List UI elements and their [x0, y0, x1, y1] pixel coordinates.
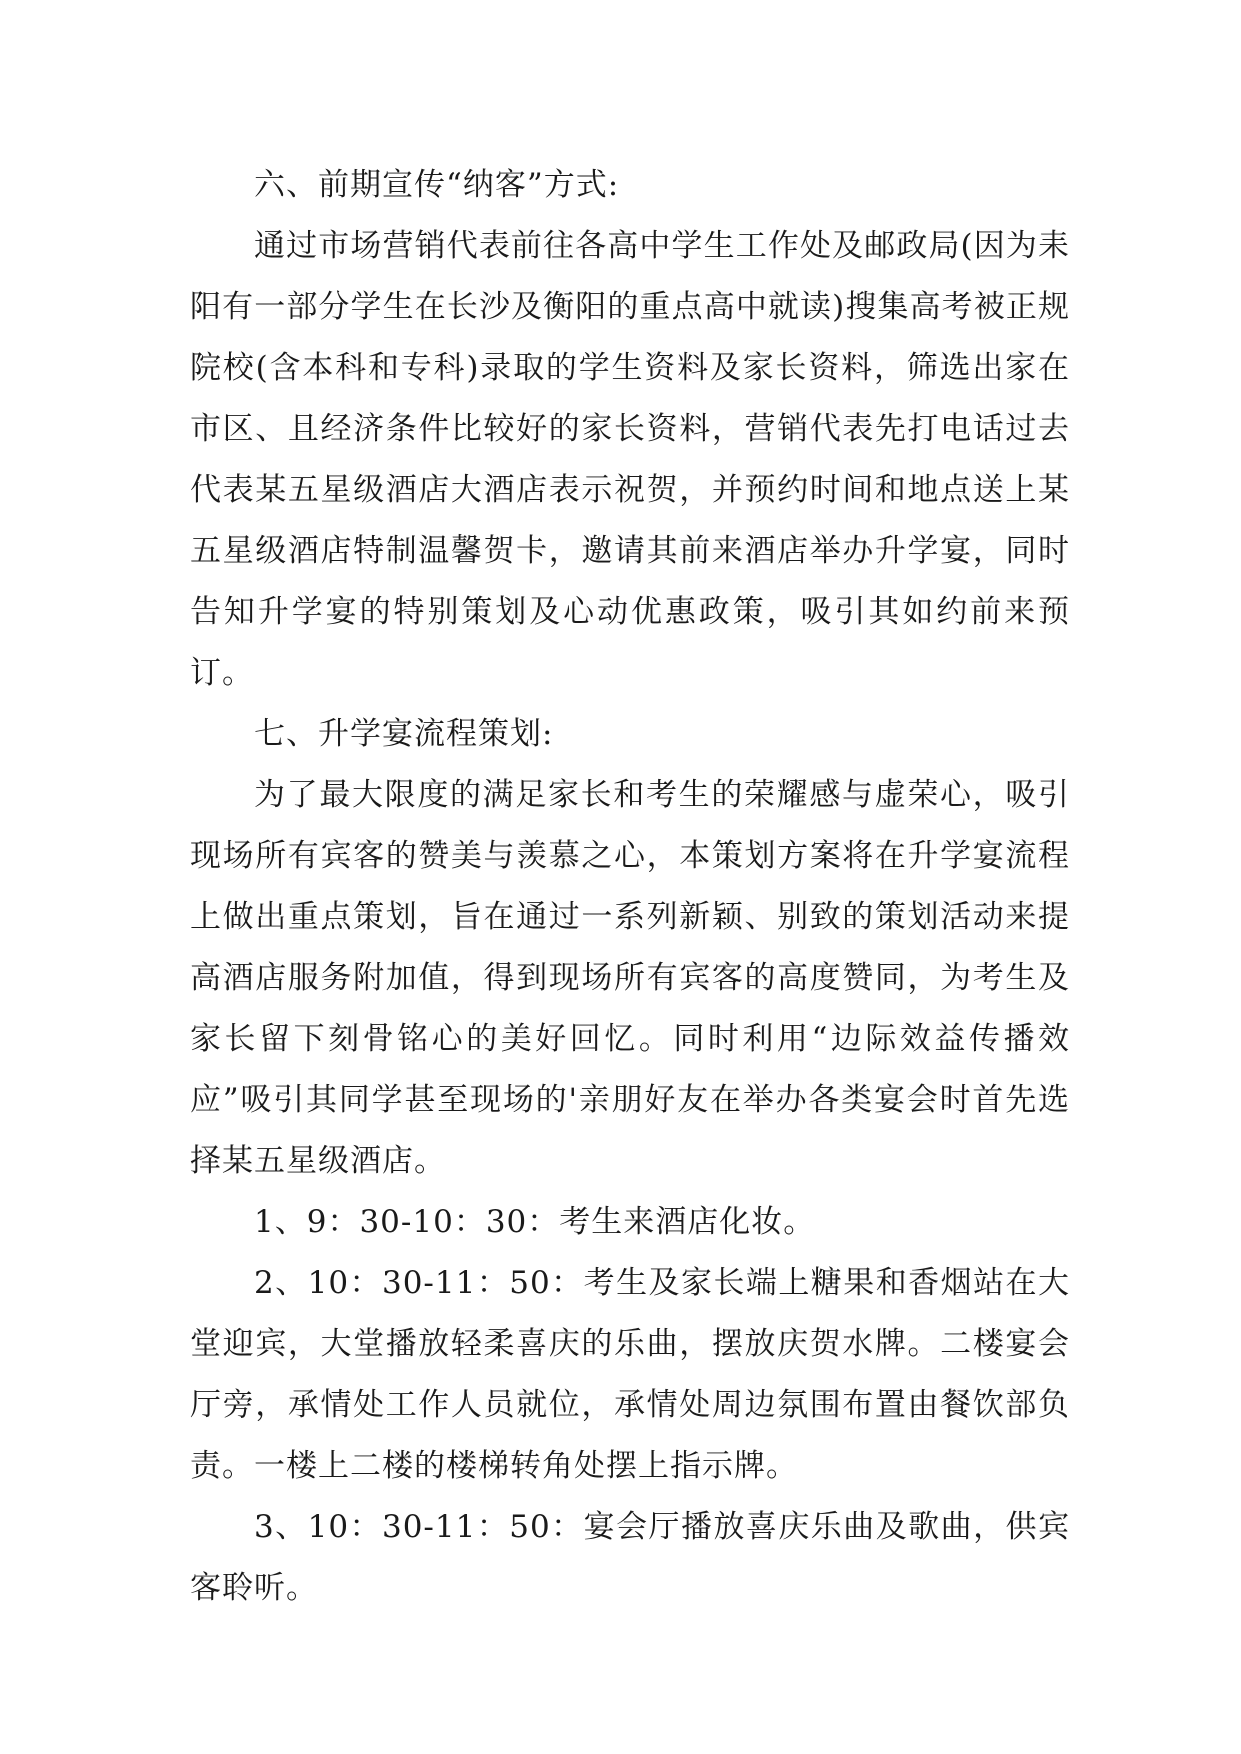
- schedule-item-1: 1、9：30-10：30：考生来酒店化妆。: [254, 1204, 816, 1240]
- document-body: [190, 155, 1070, 1619]
- schedule-item-2: 2、10：30-11：50：考生及家长端上糖果和香烟站在大堂迎宾，大堂播放轻柔喜庆的乐曲，摆放庆贺水牌。二楼宴会厅旁，承情处工作人员就位，承情处周边氛围布置由餐饮部负责。一楼上二楼的楼梯转角处摆上指示牌。: [190, 1265, 1070, 1484]
- paragraph-promotion-method: 通过市场营销代表前往各高中学生工作处及邮政局(因为耒阳有一部分学生在长沙及衡阳的重点高中就读)搜集高考被正规院校(含本科和专科)录取的学生资料及家长资料，筛选出家在市区、且经济条件比较好的家长资料，营销代表先打电话过去代表某五星级酒店大酒店表示祝贺，并预约时间和地点送上某五星级酒店特制温馨贺卡，邀请其前来酒店举办升学宴，同时告知升学宴的特别策划及心动优惠政策，吸引其如约前来预订。: [190, 228, 1070, 691]
- paragraph-process-intro: 为了最大限度的满足家长和考生的荣耀感与虚荣心，吸引现场所有宾客的赞美与羡慕之心，本策划方案将在升学宴流程上做出重点策划，旨在通过一系列新颖、别致的策划活动来提高酒店服务附加值，得到现场所有宾客的高度赞同，为考生及家长留下刻骨铭心的美好回忆。同时利用“边际效益传播效应”吸引其同学甚至现场的'亲朋好友在举办各类宴会时首先选择某五星级酒店。: [190, 777, 1070, 1179]
- section-heading-promotion: 六、前期宣传“纳客”方式:: [254, 167, 620, 203]
- section-heading-process: 七、升学宴流程策划:: [254, 716, 554, 752]
- schedule-item-3: 3、10：30-11：50：宴会厅播放喜庆乐曲及歌曲，供宾客聆听。: [190, 1509, 1070, 1606]
